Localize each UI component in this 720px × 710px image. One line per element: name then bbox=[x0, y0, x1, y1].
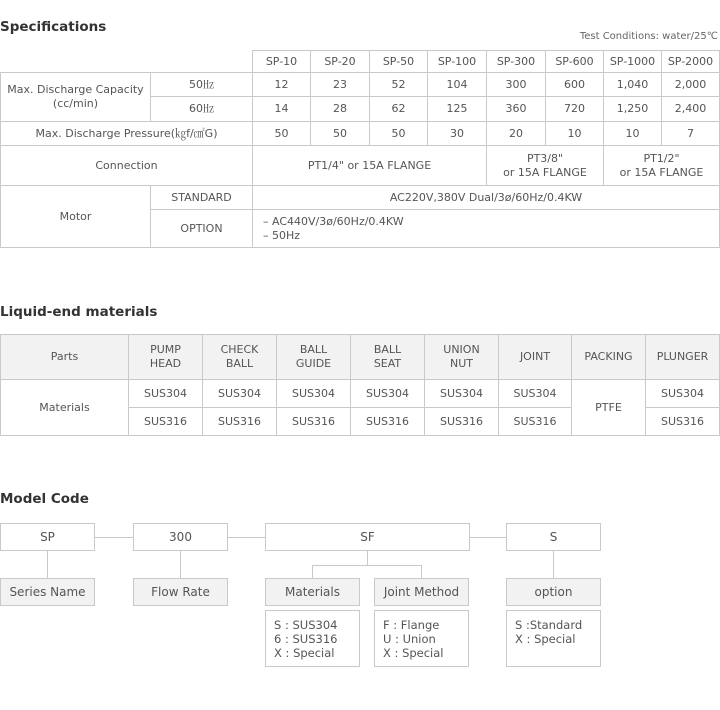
test-conditions: Test Conditions: water/25℃ bbox=[579, 31, 718, 42]
model-header: SP-600 bbox=[546, 51, 604, 73]
value-cell: 7 bbox=[662, 122, 720, 146]
hz60-label: 60㎐ bbox=[151, 97, 253, 122]
model-header-row bbox=[1, 51, 720, 73]
value-cell: 12 bbox=[253, 73, 311, 97]
materials-code-label: Materials bbox=[265, 578, 360, 606]
part-header: CHECK BALL bbox=[203, 335, 277, 380]
part-header: PACKING bbox=[572, 335, 646, 380]
parts-label: Parts bbox=[1, 335, 129, 380]
value-cell: 10 bbox=[604, 122, 662, 146]
series-name-label: Series Name bbox=[0, 578, 95, 606]
material-cell: SUS316 bbox=[277, 408, 351, 436]
part-header: JOINT bbox=[499, 335, 572, 380]
value-cell: 52 bbox=[370, 73, 428, 97]
value-cell: 50 bbox=[370, 122, 428, 146]
model-code-title: Model Code bbox=[0, 491, 89, 507]
material-cell: SUS316 bbox=[425, 408, 499, 436]
specifications-title: Specifications bbox=[0, 19, 107, 35]
materials-label: Materials bbox=[1, 380, 129, 436]
connector-line bbox=[470, 537, 506, 538]
connection-value: PT3/8" or 15A FLANGE bbox=[487, 146, 604, 186]
code-box-s: S bbox=[506, 523, 601, 551]
connector-line bbox=[228, 537, 265, 538]
value-cell: 600 bbox=[546, 73, 604, 97]
material-cell: SUS316 bbox=[351, 408, 425, 436]
connection-label: Connection bbox=[1, 146, 253, 186]
capacity-50hz-row bbox=[1, 73, 720, 97]
material-cell: SUS304 bbox=[129, 380, 203, 408]
value-cell: 1,250 bbox=[604, 97, 662, 122]
value-cell: 360 bbox=[487, 97, 546, 122]
part-header: PUMP HEAD bbox=[129, 335, 203, 380]
connector-line bbox=[180, 551, 181, 578]
material-cell: SUS304 bbox=[277, 380, 351, 408]
liquid-end-title: Liquid-end materials bbox=[0, 304, 158, 320]
code-box-sp: SP bbox=[0, 523, 95, 551]
material-cell: SUS316 bbox=[129, 408, 203, 436]
material-cell: SUS304 bbox=[499, 380, 572, 408]
value-cell: 14 bbox=[253, 97, 311, 122]
value-cell: 2,000 bbox=[662, 73, 720, 97]
part-header: UNION NUT bbox=[425, 335, 499, 380]
material-cell: SUS316 bbox=[203, 408, 277, 436]
option-code-list: S :Standard X : Special bbox=[506, 610, 601, 667]
value-cell: 720 bbox=[546, 97, 604, 122]
materials-row-1 bbox=[1, 380, 720, 408]
joint-method-list: F : Flange U : Union X : Special bbox=[374, 610, 469, 667]
motor-standard-row bbox=[1, 186, 720, 210]
motor-label: Motor bbox=[1, 186, 151, 248]
model-header: SP-2000 bbox=[662, 51, 720, 73]
connector-line bbox=[95, 537, 133, 538]
part-header: BALL SEAT bbox=[351, 335, 425, 380]
option-label: OPTION bbox=[151, 210, 253, 248]
model-header: SP-20 bbox=[311, 51, 370, 73]
material-cell: SUS304 bbox=[425, 380, 499, 408]
connector-line bbox=[421, 565, 422, 578]
part-header: BALL GUIDE bbox=[277, 335, 351, 380]
material-cell: SUS304 bbox=[646, 380, 720, 408]
model-header: SP-10 bbox=[253, 51, 311, 73]
material-cell: SUS304 bbox=[351, 380, 425, 408]
connection-row bbox=[1, 146, 720, 186]
value-cell: 125 bbox=[428, 97, 487, 122]
flow-rate-label: Flow Rate bbox=[133, 578, 228, 606]
model-header: SP-50 bbox=[370, 51, 428, 73]
value-cell: 28 bbox=[311, 97, 370, 122]
connection-value: PT1/4" or 15A FLANGE bbox=[253, 146, 487, 186]
value-cell: 23 bbox=[311, 73, 370, 97]
material-cell: SUS304 bbox=[203, 380, 277, 408]
capacity-label: Max. Discharge Capacity (cc/min) bbox=[1, 73, 151, 122]
code-box-sf: SF bbox=[265, 523, 470, 551]
value-cell: 62 bbox=[370, 97, 428, 122]
part-header: PLUNGER bbox=[646, 335, 720, 380]
value-cell: 10 bbox=[546, 122, 604, 146]
hz50-label: 50㎐ bbox=[151, 73, 253, 97]
connector-line bbox=[367, 551, 368, 565]
blank-corner bbox=[1, 51, 253, 73]
material-cell: SUS316 bbox=[646, 408, 720, 436]
model-header: SP-300 bbox=[487, 51, 546, 73]
connector-line bbox=[553, 551, 554, 578]
liquid-end-table bbox=[0, 334, 720, 436]
connector-line bbox=[312, 565, 313, 578]
value-cell: 30 bbox=[428, 122, 487, 146]
value-cell: 2,400 bbox=[662, 97, 720, 122]
option-value: – AC440V/3ø/60Hz/0.4KW – 50Hz bbox=[253, 210, 720, 248]
connector-line bbox=[47, 551, 48, 578]
pressure-row bbox=[1, 122, 720, 146]
standard-label: STANDARD bbox=[151, 186, 253, 210]
code-box-300: 300 bbox=[133, 523, 228, 551]
connection-value: PT1/2" or 15A FLANGE bbox=[604, 146, 720, 186]
value-cell: 50 bbox=[311, 122, 370, 146]
parts-header-row bbox=[1, 335, 720, 380]
connector-line bbox=[312, 565, 421, 566]
pressure-label: Max. Discharge Pressure(㎏f/㎠G) bbox=[1, 122, 253, 146]
value-cell: 20 bbox=[487, 122, 546, 146]
value-cell: 1,040 bbox=[604, 73, 662, 97]
value-cell: 104 bbox=[428, 73, 487, 97]
standard-value: AC220V,380V Dual/3ø/60Hz/0.4KW bbox=[253, 186, 720, 210]
value-cell: 50 bbox=[253, 122, 311, 146]
option-code-label: option bbox=[506, 578, 601, 606]
joint-method-label: Joint Method bbox=[374, 578, 469, 606]
material-cell: SUS316 bbox=[499, 408, 572, 436]
packing-cell: PTFE bbox=[572, 380, 646, 436]
model-header: SP-1000 bbox=[604, 51, 662, 73]
materials-code-list: S : SUS304 6 : SUS316 X : Special bbox=[265, 610, 360, 667]
specifications-table bbox=[0, 50, 720, 248]
model-header: SP-100 bbox=[428, 51, 487, 73]
value-cell: 300 bbox=[487, 73, 546, 97]
